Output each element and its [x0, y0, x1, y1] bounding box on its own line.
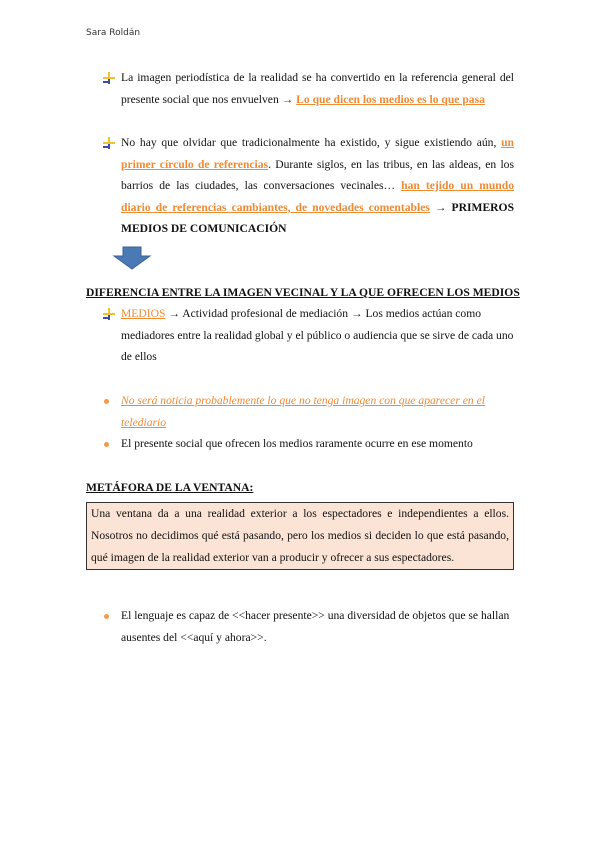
section-heading: DIFERENCIA ENTRE LA IMAGEN VECINAL Y LA QUE OFRECEN LOS MEDIOS: [86, 286, 520, 299]
list-item-text: Actividad profesional de mediación: [182, 307, 349, 320]
emphasis-link: han tejido un mundo diario de referencias cambiantes, de novedades comentables: [121, 179, 514, 214]
orange-dot-icon: [104, 399, 109, 404]
list-item-body: [121, 132, 514, 240]
emphasis-link: Lo que dicen los medios es lo que pasa: [296, 92, 485, 106]
right-arrow-icon: →: [281, 92, 294, 106]
list-item-text: Los medios actúan como mediadores entre la realidad global y el público o audiencia que se sirve de cada uno de ellos: [121, 307, 514, 363]
down-arrow-icon: [112, 246, 152, 270]
list-item-text: No hay que olvidar que tradicionalmente ha existido, y sigue existiendo aún,: [121, 136, 497, 149]
right-arrow-icon: →: [168, 307, 180, 320]
list-item: [100, 132, 514, 240]
list-item-text: El presente social que ofrecen los medios raramente ocurre en ese momento: [121, 437, 473, 450]
list-item-text: La imagen periodística de la realidad se ha convertido en la referencia general del presente social que nos envuelven: [121, 71, 514, 106]
pushpin-marker-icon: [102, 136, 116, 150]
highlight-box: Una ventana da a una realidad exterior a los espectadores e independientes a ellos. Nosotros no decidimos qué está pasando, pero los medios si deciden lo que está pasando, qué imagen de la realidad exterior van a producir y ofrecer a sus espectadores.: [86, 502, 514, 570]
orange-dot-icon: [104, 614, 109, 619]
list-item-body: [121, 390, 514, 433]
list-item: [100, 605, 514, 648]
list-item-text: El lenguaje es capaz de <<hacer presente>> una diversidad de objetos que se hallan ausentes del <<aquí y ahora>>.: [121, 609, 510, 644]
page-header-author: Sara Roldán: [86, 28, 141, 38]
list-item-body: [121, 433, 514, 455]
list-item-body: [121, 67, 514, 110]
right-arrow-icon: →: [434, 200, 447, 214]
orange-dot-icon: [104, 442, 109, 447]
list-item-strong-text: PRIMEROS MEDIOS DE COMUNICACIÓN: [121, 200, 515, 235]
list-item: [100, 303, 514, 368]
emphasis-link: un primer círculo de referencias: [121, 136, 514, 171]
list-item: [100, 67, 514, 110]
pushpin-marker-icon: [102, 307, 116, 321]
pushpin-marker-icon: [102, 71, 116, 85]
right-arrow-icon: →: [350, 307, 363, 320]
list-item: [100, 390, 514, 433]
medios-label: MEDIOS: [121, 307, 166, 320]
list-item-text: . Durante siglos, en las tribus, en las aldeas, en los barrios de las ciudades, las conversaciones vecinales…: [121, 157, 514, 192]
list-item-body: [121, 303, 514, 368]
emphasis-link: No será noticia probablemente lo que no tenga imagen con que aparecer en el telediario: [121, 394, 485, 429]
list-item-body: [121, 605, 514, 648]
list-item: [100, 433, 514, 455]
section-heading: METÁFORA DE LA VENTANA:: [86, 481, 254, 494]
